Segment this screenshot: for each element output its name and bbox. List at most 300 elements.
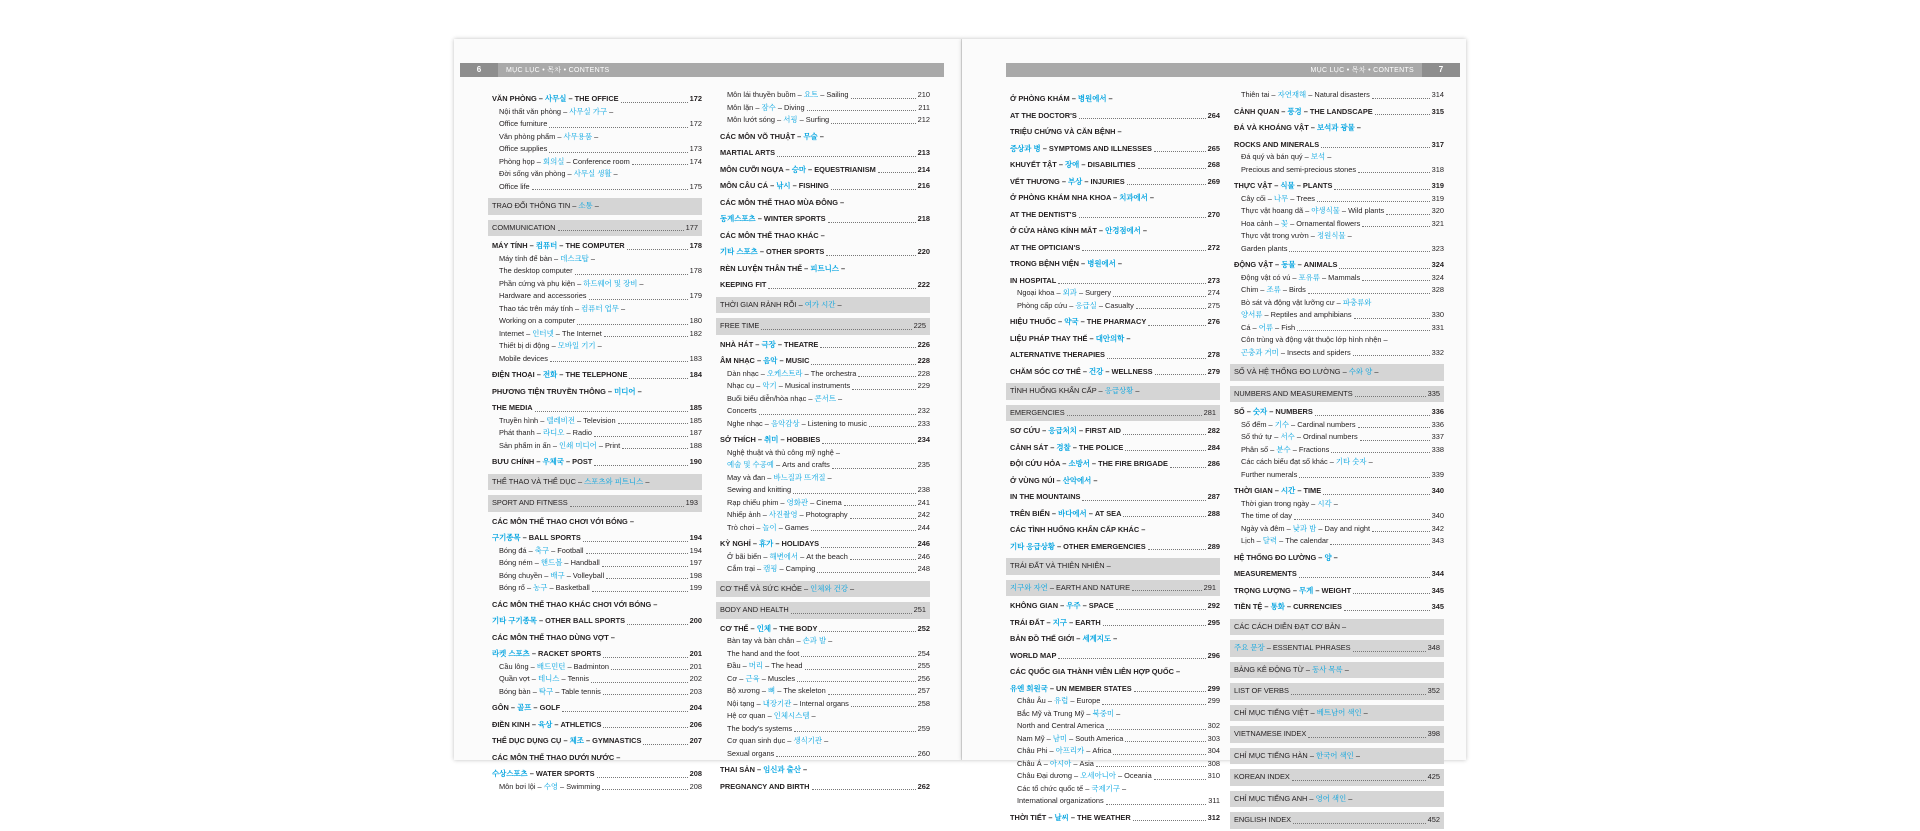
- entry-title: [492, 516, 634, 529]
- entry-title: [720, 164, 876, 177]
- english-text: – THE FIRE BRIGADE: [1091, 459, 1168, 468]
- toc-entry: [720, 748, 930, 761]
- toc-entry: [720, 368, 930, 381]
- toc-entry: [720, 551, 930, 564]
- toc-entry: [720, 484, 930, 497]
- dot-leader: [1291, 694, 1426, 695]
- vietnamese-text: Thời gian trong ngày –: [1241, 498, 1316, 508]
- english-text: –: [1344, 664, 1349, 674]
- toc-entry: [720, 393, 930, 406]
- english-text: – Volleyball: [566, 570, 605, 580]
- entry-title: [1010, 143, 1152, 156]
- english-text: – The calendar: [1279, 536, 1329, 545]
- english-text: – PLANTS: [1296, 181, 1333, 190]
- toc-entry: [1010, 176, 1220, 189]
- korean-text: 뼈: [768, 686, 776, 695]
- entry-title: [727, 723, 792, 736]
- dot-leader: [819, 631, 915, 632]
- dot-leader: [850, 518, 916, 519]
- vietnamese-text: Hoa cảnh –: [1241, 218, 1279, 228]
- page-ref: 332: [1431, 347, 1444, 357]
- entry-title: [1234, 793, 1352, 806]
- toc-entry: [1010, 733, 1220, 746]
- page-ref: 262: [917, 781, 930, 791]
- page-ref: 233: [917, 418, 930, 428]
- english-text: – Day and night: [1318, 523, 1371, 533]
- toc-entry: [720, 131, 930, 144]
- english-text: – GOLF: [533, 703, 561, 712]
- english-text: –: [594, 131, 599, 141]
- dot-leader: [1138, 168, 1206, 169]
- english-text: –: [838, 393, 843, 403]
- toc-entry: [720, 147, 930, 160]
- dot-leader: [622, 448, 687, 449]
- korean-text: 대안의학: [1095, 333, 1125, 343]
- toc-entry: [1010, 209, 1220, 222]
- english-text: – Cardinal numbers: [1291, 419, 1356, 429]
- entry-title: [492, 240, 625, 253]
- page-ref: 254: [917, 648, 930, 658]
- page-ref: 308: [1207, 758, 1220, 768]
- entry-title: [1234, 485, 1321, 498]
- entry-title: [499, 582, 590, 595]
- english-text: ENGLISH INDEX: [1234, 815, 1292, 824]
- english-text: –: [1142, 226, 1147, 235]
- toc-entry: [488, 474, 702, 491]
- english-text: – Fractions: [1292, 444, 1330, 454]
- right-page: [962, 39, 1466, 824]
- korean-text: 인쇄 미디어: [559, 440, 597, 450]
- vietnamese-text: Châu Đại dương –: [1017, 771, 1079, 780]
- entry-title: [1234, 621, 1346, 634]
- english-text: – Radio: [566, 428, 592, 437]
- dot-leader: [558, 230, 684, 231]
- dot-leader: [878, 172, 916, 173]
- page-ref: 340: [1431, 486, 1444, 495]
- page-ref: 291: [1203, 582, 1216, 592]
- english-text: Concerts: [727, 406, 757, 415]
- dot-leader: [611, 669, 688, 670]
- entry-title: [1017, 733, 1123, 746]
- entry-title: [727, 685, 826, 698]
- entry-title: [499, 781, 600, 794]
- entry-title: [499, 168, 618, 181]
- toc-entry: [492, 768, 702, 781]
- vietnamese-text: Ở bãi biển –: [727, 551, 768, 561]
- toc-entry: [720, 447, 930, 460]
- toc-entry: [492, 752, 702, 765]
- page-ref: 260: [917, 748, 930, 758]
- vietnamese-text: SƠ CỨU –: [1010, 426, 1047, 435]
- dot-leader: [1294, 519, 1430, 520]
- page-ref: 264: [1207, 110, 1220, 120]
- entry-title: [727, 635, 832, 648]
- dot-leader: [1353, 593, 1430, 594]
- english-text: Office supplies: [499, 144, 548, 153]
- vietnamese-text: NHÀ HÁT –: [720, 339, 760, 349]
- vietnamese-text: Đá quý và bán quý –: [1241, 152, 1309, 161]
- page-ref: 242: [917, 510, 930, 519]
- dot-leader: [1125, 450, 1205, 451]
- korean-text: 베트남어 색인: [1316, 707, 1362, 717]
- english-text: –: [1108, 94, 1113, 103]
- english-text: –: [1356, 123, 1361, 132]
- korean-text: 무게: [1299, 585, 1314, 595]
- english-text: – Camping: [779, 564, 816, 573]
- english-text: International organizations: [1017, 796, 1104, 805]
- dot-leader: [759, 414, 916, 415]
- toc-entry: [492, 143, 702, 156]
- toc-entry: [492, 93, 702, 106]
- english-text: SPORT AND FITNESS: [492, 498, 568, 507]
- vietnamese-text: Cầu lông –: [499, 661, 535, 671]
- toc-entry: [492, 719, 702, 732]
- vietnamese-text: Bắc Mỹ và Trung Mỹ –: [1017, 708, 1091, 718]
- korean-text: 꽃: [1280, 218, 1289, 228]
- english-text: – Games: [778, 522, 809, 532]
- entry-title: [492, 476, 650, 489]
- toc-entry: [1234, 535, 1444, 548]
- english-text: – WELLNESS: [1105, 366, 1153, 376]
- toc-column: [720, 89, 930, 793]
- english-text: –: [1347, 231, 1352, 240]
- toc-entry: [1006, 405, 1220, 422]
- page-ref: 190: [689, 457, 702, 466]
- english-text: – THE COMPUTER: [559, 241, 625, 250]
- toc-entry: [1010, 458, 1220, 471]
- dot-leader: [1315, 415, 1430, 416]
- toc-entry: [492, 427, 702, 440]
- page-ref: 212: [917, 115, 930, 124]
- entry-title: [1234, 664, 1349, 677]
- english-text: Sexual organs: [727, 748, 775, 758]
- entry-title: [492, 93, 619, 106]
- entry-title: [720, 538, 819, 551]
- entry-title: [1010, 349, 1105, 362]
- vietnamese-text: Các tổ chức quốc tế –: [1017, 783, 1090, 793]
- page-ref: 328: [1431, 285, 1444, 294]
- toc-entry: [492, 545, 702, 558]
- english-text: – OTHER EMERGENCIES: [1056, 541, 1146, 551]
- vietnamese-text: PHƯƠNG TIỆN TRUYỀN THÔNG –: [492, 386, 613, 396]
- page-ref: 342: [1431, 523, 1444, 533]
- dot-leader: [562, 711, 688, 712]
- vietnamese-text: Nghe nhạc –: [727, 418, 769, 428]
- toc-entry: [1010, 795, 1220, 808]
- korean-text: 유럽: [1054, 696, 1069, 705]
- toc-entry: [1234, 585, 1444, 598]
- entry-title: [1010, 192, 1154, 205]
- toc-entry: [1234, 444, 1444, 457]
- entry-title: [1010, 242, 1080, 255]
- entry-title: [499, 290, 587, 303]
- english-text: Working on a computer: [499, 316, 576, 325]
- english-text: – Ordinal numbers: [1296, 432, 1358, 441]
- korean-text: 바느질과 뜨개질: [773, 472, 826, 482]
- entry-title: [727, 114, 829, 127]
- vietnamese-text: Nội thất văn phòng –: [499, 106, 568, 116]
- vietnamese-text: CÁC TÌNH HUỐNG KHẨN CẤP KHÁC –: [1010, 525, 1146, 534]
- page-ref: 222: [917, 280, 930, 289]
- english-text: Office furniture: [499, 119, 548, 128]
- vietnamese-text: CÁC MÔN THỂ THAO KHÁC –: [720, 230, 825, 240]
- dot-leader: [1155, 374, 1206, 375]
- dot-leader: [627, 249, 688, 250]
- page-ref: 317: [1431, 139, 1444, 149]
- page-ref: 338: [1431, 444, 1444, 454]
- toc-entry: [1230, 748, 1444, 765]
- toc-entry: [1010, 720, 1220, 733]
- english-text: –: [637, 386, 642, 396]
- header-title: MỤC LỤC • 목차 • CONTENTS: [506, 67, 610, 74]
- korean-text: 서핑: [783, 115, 798, 124]
- entry-title: [492, 648, 601, 661]
- page-ref: 218: [917, 214, 930, 223]
- page-ref: 258: [917, 698, 930, 708]
- entry-title: [1234, 685, 1289, 698]
- entry-title: [1010, 275, 1056, 288]
- vietnamese-text: CHỈ MỤC TIẾNG VIỆT –: [1234, 707, 1315, 717]
- toc-entry: [1234, 419, 1444, 432]
- english-text: IN THE MOUNTAINS: [1010, 492, 1081, 501]
- english-text: – SPACE: [1082, 601, 1114, 610]
- vietnamese-text: Lịch –: [1241, 536, 1261, 545]
- korean-text: 부상: [1068, 176, 1083, 186]
- dot-leader: [1123, 434, 1206, 435]
- entry-title: [720, 583, 854, 596]
- dot-leader: [535, 411, 688, 412]
- korean-text: 지구와 자연: [1010, 582, 1048, 592]
- page-ref: 229: [917, 381, 930, 390]
- korean-text: 기타 구기종목: [492, 616, 537, 625]
- dot-leader: [603, 657, 687, 658]
- korean-text: 승마: [791, 164, 806, 174]
- english-text: MARTIAL ARTS: [720, 148, 776, 157]
- entry-title: [1241, 218, 1360, 231]
- vietnamese-text: TRIỆU CHỨNG VÀ CĂN BỆNH –: [1010, 127, 1122, 136]
- dot-leader: [1297, 330, 1429, 331]
- vietnamese-text: Bóng ném –: [499, 558, 539, 567]
- dot-leader: [1308, 737, 1425, 738]
- toc-entry: [1234, 89, 1444, 102]
- english-text: – FIRST AID: [1078, 426, 1121, 435]
- toc-entry: [1010, 708, 1220, 721]
- entry-title: [499, 315, 575, 328]
- korean-text: 건강: [1089, 366, 1104, 376]
- dot-leader: [549, 152, 687, 153]
- vietnamese-text: Nhạc cụ –: [727, 381, 761, 390]
- english-text: – Diving: [777, 102, 805, 112]
- vietnamese-text: HỆ THỐNG ĐO LƯỜNG –: [1234, 552, 1323, 562]
- toc-entry: [1010, 242, 1220, 255]
- entry-title: [727, 418, 867, 431]
- page-ref: 180: [689, 316, 702, 325]
- english-text: FREE TIME: [720, 321, 760, 330]
- page-ref: 425: [1427, 772, 1440, 781]
- toc-entry: [720, 522, 930, 535]
- vietnamese-text: Bóng bàn –: [499, 686, 537, 696]
- entry-title: [727, 748, 774, 761]
- page-ref: 343: [1431, 536, 1444, 545]
- entry-title: [720, 180, 829, 193]
- entry-title: [492, 768, 595, 781]
- toc-entry: [1234, 151, 1444, 164]
- vietnamese-text: Máy tính để bàn –: [499, 253, 559, 263]
- entry-title: [499, 328, 602, 341]
- entry-title: [1010, 366, 1153, 379]
- page-ref: 340: [1431, 511, 1444, 520]
- english-text: BODY AND HEALTH: [720, 605, 789, 614]
- korean-text: 무술: [803, 131, 818, 141]
- entry-title: [499, 353, 548, 366]
- korean-text: 산악에서: [1062, 475, 1092, 485]
- entry-title: [1010, 524, 1145, 537]
- page-ref: 188: [689, 440, 702, 450]
- toc-entry: [492, 181, 702, 194]
- dot-leader: [1292, 780, 1426, 781]
- english-text: THE MEDIA: [492, 403, 533, 412]
- dot-leader: [1134, 691, 1206, 692]
- dot-leader: [832, 468, 916, 469]
- toc-entry: [492, 278, 702, 291]
- page-ref: 244: [917, 522, 930, 532]
- page-ref: 296: [1207, 650, 1220, 660]
- page-ref: 238: [917, 485, 930, 494]
- vietnamese-text: Châu Á –: [1017, 758, 1048, 768]
- entry-title: [499, 661, 609, 674]
- korean-text: 인체시스템: [773, 711, 810, 720]
- dot-leader: [627, 624, 688, 625]
- dot-leader: [592, 591, 688, 592]
- toc-entry: [720, 355, 930, 368]
- korean-text: 풍경: [1287, 106, 1302, 116]
- english-text: – Handball: [564, 558, 600, 567]
- entry-title: [1234, 552, 1338, 565]
- english-text: – Muscles: [761, 673, 796, 683]
- entry-title: [1241, 284, 1306, 297]
- entry-title: [1241, 193, 1315, 206]
- page-ref: 289: [1207, 541, 1220, 551]
- korean-text: 북중미: [1092, 708, 1115, 718]
- entry-title: [1241, 272, 1360, 285]
- toc-entry: [1010, 541, 1220, 554]
- page-ref: 324: [1431, 272, 1444, 282]
- toc-entry: [1010, 683, 1220, 696]
- vietnamese-text: Internet –: [499, 328, 531, 338]
- english-text: –: [849, 583, 855, 593]
- korean-text: 전화: [542, 370, 558, 379]
- entry-title: [727, 735, 828, 748]
- korean-text: 정원식물: [1316, 231, 1346, 240]
- toc-entry: [1234, 243, 1444, 256]
- korean-text: 병원에서: [1087, 259, 1116, 268]
- dot-leader: [629, 378, 687, 379]
- dot-leader: [777, 156, 916, 157]
- toc-entry: [1234, 106, 1444, 119]
- entry-title: [1010, 209, 1077, 222]
- page-ref: 273: [1207, 275, 1220, 285]
- toc-entry: [1234, 334, 1444, 347]
- entry-title: [727, 698, 849, 711]
- english-text: – Ornamental flowers: [1290, 218, 1361, 228]
- toc-entry: [492, 735, 702, 748]
- vietnamese-text: Ở CỬA HÀNG KÍNH MẮT –: [1010, 226, 1104, 235]
- entry-title: [1241, 469, 1297, 482]
- page-ref: 198: [689, 570, 702, 580]
- page-ref: 319: [1431, 181, 1444, 190]
- page-ref: 226: [917, 339, 930, 349]
- toc-entry: [1234, 122, 1444, 135]
- english-text: – Tennis: [561, 674, 589, 683]
- english-text: – UN MEMBER STATES: [1049, 683, 1132, 693]
- english-text: – THE BODY: [773, 623, 818, 633]
- vietnamese-text: Rạp chiếu phim –: [727, 497, 785, 507]
- english-text: AT THE DOCTOR'S: [1010, 110, 1077, 120]
- english-text: –: [1116, 708, 1121, 718]
- korean-text: 축구: [534, 545, 550, 555]
- dot-leader: [794, 731, 916, 732]
- toc-entry: [1010, 425, 1220, 438]
- toc-entry: [1006, 580, 1220, 597]
- english-text: The desktop computer: [499, 266, 573, 275]
- vietnamese-text: Nghệ thuật và thủ công mỹ nghệ –: [727, 447, 840, 457]
- vietnamese-text: CÁC QUỐC GIA THÀNH VIÊN LIÊN HỢP QUỐC –: [1010, 667, 1181, 676]
- vietnamese-text: Bộ xương –: [727, 686, 766, 695]
- english-text: North and Central America: [1017, 721, 1105, 730]
- korean-text: 주요 문장: [1234, 643, 1265, 652]
- korean-text: 달력: [1262, 536, 1278, 545]
- english-text: – AT SEA: [1088, 508, 1122, 518]
- entry-title: [499, 427, 592, 440]
- dot-leader: [603, 727, 687, 728]
- english-text: – The skeleton: [777, 686, 826, 695]
- toc-entry: [488, 220, 702, 237]
- vietnamese-text: Đời sống văn phòng –: [499, 169, 572, 178]
- page-ref: 199: [689, 583, 702, 592]
- vietnamese-text: Ngày và đêm –: [1241, 523, 1291, 533]
- toc-entry: [492, 340, 702, 353]
- toc-entry: [1234, 469, 1444, 482]
- entry-title: [727, 522, 809, 535]
- dot-leader: [1106, 729, 1206, 730]
- korean-text: 동사 목록: [1312, 664, 1343, 674]
- toc-entry: [720, 623, 930, 636]
- entry-title: [1234, 406, 1313, 419]
- toc-entry: [1234, 552, 1444, 565]
- entry-title: [1234, 814, 1291, 827]
- english-text: – THEATRE: [777, 339, 819, 349]
- toc-entry: [1010, 110, 1220, 123]
- english-text: – Swimming: [560, 781, 601, 791]
- english-text: –: [1149, 193, 1154, 202]
- toc-entry: [1010, 287, 1220, 300]
- toc-entry: [1234, 193, 1444, 206]
- vietnamese-text: Cơ –: [727, 673, 744, 683]
- toc-entry: [1230, 791, 1444, 808]
- dot-leader: [1360, 440, 1430, 441]
- entry-title: [1234, 139, 1319, 152]
- dot-leader: [801, 656, 915, 657]
- korean-text: 인체: [756, 623, 771, 633]
- entry-title: [492, 222, 556, 235]
- entry-title: [1234, 771, 1290, 784]
- entry-title: [727, 710, 816, 723]
- dot-leader: [1353, 651, 1426, 652]
- page-ref: 282: [1207, 426, 1220, 435]
- entry-title: [727, 497, 842, 510]
- entry-title: [1010, 407, 1065, 420]
- korean-text: 캠핑: [763, 564, 778, 573]
